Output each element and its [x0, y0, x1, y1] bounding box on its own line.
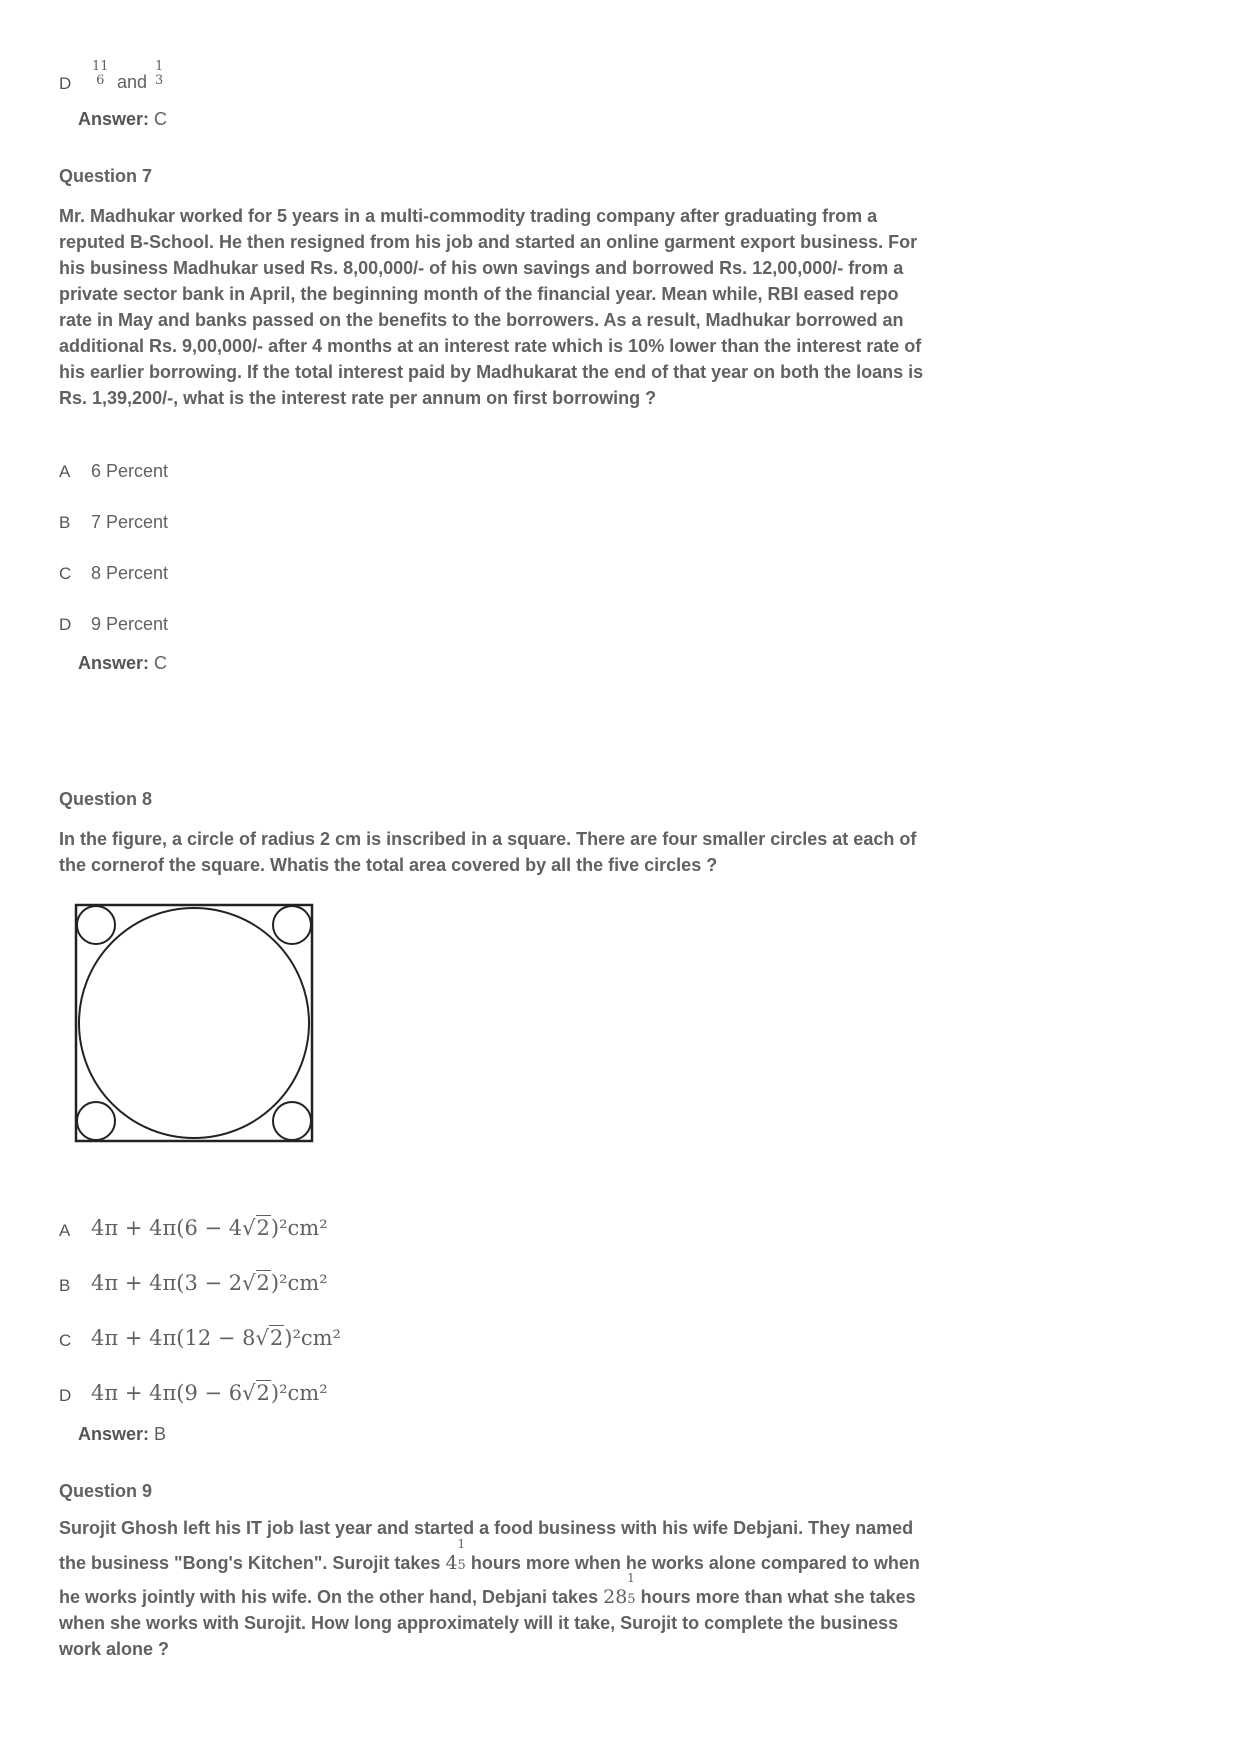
radicand: 2	[256, 1381, 270, 1405]
q9-line: work alone ?	[59, 1639, 170, 1659]
mixed-denominator: 5	[457, 1558, 466, 1573]
option-formula	[91, 1216, 328, 1240]
option-letter: D	[59, 615, 72, 634]
fraction-eleven-sixths	[92, 60, 109, 88]
option-text: 9 Percent	[91, 614, 169, 634]
answer-label: Answer:	[78, 109, 150, 129]
q7-line: Rs. 1,39,200/-, what is the interest rate per annum on first borrowing ?	[59, 388, 657, 408]
radicand: 2	[269, 1326, 284, 1350]
square	[76, 905, 312, 1141]
q6-answer	[78, 109, 167, 130]
mixed-whole: 28	[603, 1586, 628, 1608]
radicand: 2	[256, 1216, 270, 1240]
q7-line: his business Madhukar used Rs. 8,00,000/- of his own savings and borrowed Rs. 12,00,000/- from a	[59, 258, 904, 278]
formula-prefix: 4π + 4π(12 − 8	[91, 1326, 256, 1350]
fraction-one-third	[155, 60, 163, 88]
corner-circle-top-right	[273, 906, 311, 944]
q9-title: Question 9	[59, 1481, 153, 1501]
option-letter: C	[59, 564, 72, 583]
q9-text: the business "Bong's Kitchen". Surojit takes	[59, 1553, 441, 1573]
q9-line	[59, 1571, 916, 1608]
formula-suffix: )²cm²	[284, 1326, 341, 1350]
q7-line: rate in May and banks passed on the benefits to the borrowers. As a result, Madhukar borrowed an	[59, 310, 904, 330]
option-formula	[91, 1326, 341, 1350]
mixed-denominator: 5	[627, 1592, 636, 1607]
q9-line: when she works with Surojit. How long approximately will it take, Surojit to complete the business	[59, 1613, 899, 1633]
q8-line: In the figure, a circle of radius 2 cm is inscribed in a square. There are four smaller circles at each of	[59, 829, 917, 849]
formula-suffix: )²cm²	[270, 1381, 328, 1405]
q8-title: Question 8	[59, 789, 153, 809]
mixed-number-28-1-5	[603, 1571, 636, 1608]
q9-text: he works jointly with his wife. On the other hand, Debjani takes	[59, 1587, 599, 1607]
option-text: 6 Percent	[91, 461, 169, 481]
q9-text: hours more when he works alone compared to when	[470, 1553, 920, 1573]
sqrt: √2	[242, 1271, 270, 1295]
sqrt: √2	[255, 1326, 284, 1350]
formula-prefix: 4π + 4π(3 − 2	[91, 1271, 243, 1295]
option-letter: B	[59, 513, 71, 532]
q7-line: reputed B-School. He then resigned from his job and started an online garment export business. For	[59, 232, 918, 252]
q9-line: Surojit Ghosh left his IT job last year and started a food business with his wife Debjani. They named	[59, 1518, 914, 1538]
mixed-whole: 4	[445, 1552, 458, 1574]
option-letter: A	[59, 1221, 71, 1240]
q7-body	[59, 203, 929, 411]
q8-body	[59, 826, 929, 878]
circles-in-square-figure	[74, 903, 316, 1145]
option-formula	[91, 1381, 328, 1405]
answer-value: C	[154, 653, 168, 673]
q9-text: hours more than what she takes	[640, 1587, 916, 1607]
mixed-numerator: 1	[457, 1537, 466, 1551]
sqrt: √2	[242, 1216, 270, 1240]
fraction-numerator: 1	[155, 59, 164, 74]
q7-line: Mr. Madhukar worked for 5 years in a multi-commodity trading company after graduating from a	[59, 206, 878, 226]
option-letter: D	[59, 1386, 72, 1405]
formula-suffix: )²cm²	[270, 1216, 328, 1240]
corner-circle-bottom-right	[273, 1102, 311, 1140]
and-word: and	[117, 72, 148, 92]
fraction-denominator: 6	[96, 73, 105, 88]
q7-line: additional Rs. 9,00,000/- after 4 months at an interest rate which is 10% lower than the interest rate of	[59, 336, 922, 356]
inscribed-circle	[79, 908, 309, 1138]
q7-title: Question 7	[59, 166, 153, 186]
sqrt: √2	[242, 1381, 270, 1405]
q8-line: the cornerof the square. Whatis the total area covered by all the five circles ?	[59, 855, 718, 875]
answer-value: C	[154, 109, 168, 129]
formula-prefix: 4π + 4π(6 − 4	[91, 1216, 243, 1240]
q7-answer	[78, 653, 167, 674]
option-formula	[91, 1271, 328, 1295]
corner-circle-top-left	[77, 906, 115, 944]
mixed-numerator: 1	[627, 1571, 635, 1585]
option-letter: A	[59, 462, 71, 481]
option-letter: B	[59, 1276, 71, 1295]
option-text: 8 Percent	[91, 563, 169, 583]
corner-circle-bottom-left	[77, 1102, 115, 1140]
mixed-number-4-1-5	[445, 1537, 466, 1574]
fraction-numerator: 11	[92, 59, 109, 74]
answer-label: Answer:	[78, 653, 150, 673]
q7-line: private sector bank in April, the beginning month of the financial year. Mean while, RBI eased repo	[59, 284, 899, 304]
formula-prefix: 4π + 4π(9 − 6	[91, 1381, 243, 1405]
fraction-denominator: 3	[155, 73, 164, 88]
option-letter: C	[59, 1331, 72, 1350]
answer-label: Answer:	[78, 1424, 150, 1444]
answer-value: B	[154, 1424, 167, 1444]
radicand: 2	[256, 1271, 270, 1295]
q9-line	[59, 1537, 920, 1574]
option-text: 7 Percent	[91, 512, 169, 532]
formula-suffix: )²cm²	[270, 1271, 328, 1295]
option-letter: D	[59, 74, 72, 93]
q8-answer	[78, 1424, 166, 1445]
q7-line: his earlier borrowing. If the total interest paid by Madhukarat the end of that year on both the loans is	[59, 362, 924, 382]
